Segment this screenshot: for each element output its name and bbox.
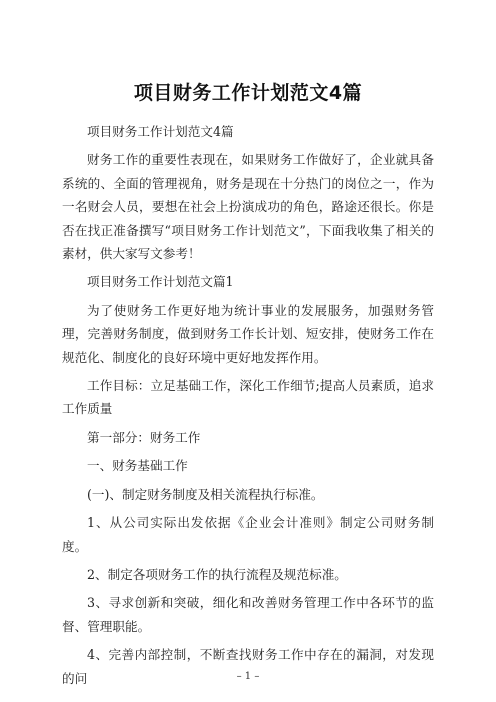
- paragraph-item-4: 4、完善内部控制，不断查找财务工作中存在的漏洞，对发现的问: [62, 647, 434, 686]
- document-title: 项目财务工作计划范文4篇: [133, 82, 363, 104]
- paragraph-item-3: 3、寻求创新和突破，细化和改善财务管理工作中各环节的监督、管理职能。: [62, 595, 434, 634]
- paragraph-subtitle: 项目财务工作计划范文4篇: [87, 124, 234, 139]
- paragraph-item-2: 2、制定各项财务工作的执行流程及规范标准。: [87, 566, 347, 582]
- paragraph-goal: 工作目标：立足基础工作，深化工作细节;提高人员素质，追求工作质量: [62, 378, 434, 417]
- paragraph-intro: 财务工作的重要性表现在，如果财务工作做好了，企业就具备系统的、全面的管理视角，财务是现在十分热门的岗位之一，作为一名财会人员，要想在社会上扮演成功的角色，路途还很长。你是否在找正准备撰写“项目财务工作计划范文”，下面我收集了相关的素材，供大家写文参考！: [62, 152, 434, 262]
- paragraph-item-1: 1、从公司实际出发依据《企业会计准则》制定公司财务制度。: [62, 515, 434, 554]
- document-body: [62, 120, 434, 695]
- paragraph-section-heading: 项目财务工作计划范文篇1: [87, 274, 234, 290]
- paragraph-basic-work: 一、财务基础工作: [87, 458, 188, 474]
- paragraph-item-sub-one: (一)、制定财务制度及相关流程执行标准。: [87, 486, 324, 502]
- paragraph-purpose: 为了使财务工作更好地为统计事业的发展服务，加强财务管理，完善财务制度，做到财务工作长计划、短安排，使财务工作在规范化、制度化的良好环境中更好地发挥作用。: [62, 302, 434, 365]
- paragraph-part-one: 第一部分：财务工作: [87, 429, 201, 445]
- page-number: – 1 –: [236, 671, 260, 682]
